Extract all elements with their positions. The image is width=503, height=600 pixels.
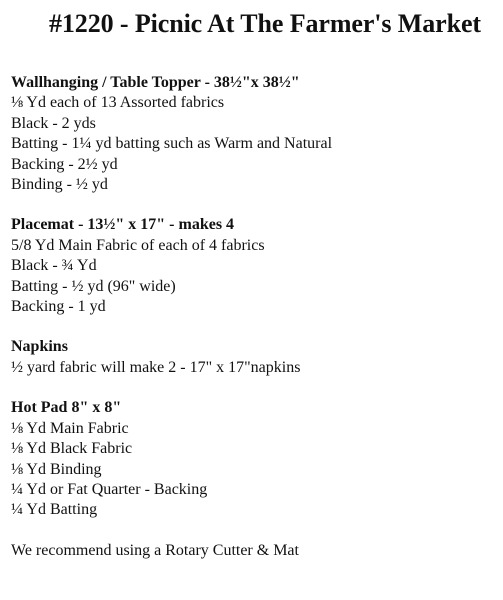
section-napkins: [11, 337, 499, 378]
material-line: ½ yard fabric will make 2 - 17" x 17"napkins: [11, 358, 301, 376]
material-line: 5/8 Yd Main Fabric of each of 4 fabrics: [11, 236, 265, 254]
material-line: Binding - ½ yd: [11, 176, 108, 194]
section-heading: Wallhanging / Table Topper - 38½"x 38½": [11, 74, 300, 91]
section-placemat: [11, 215, 499, 317]
material-line: Backing - 2½ yd: [11, 155, 118, 173]
section-hot-pad: [11, 398, 499, 520]
material-line: ¼ Yd Batting: [11, 501, 98, 519]
material-line: Black - ¾ Yd: [11, 257, 97, 275]
material-line: ⅛ Yd Black Fabric: [11, 440, 133, 458]
material-line: ⅛ Yd Binding: [11, 460, 102, 478]
material-line: Black - 2 yds: [11, 114, 96, 132]
section-heading: Napkins: [11, 338, 68, 356]
section-heading: Placemat - 13½" x 17" - makes 4: [11, 216, 235, 234]
section-wallhanging: [11, 73, 499, 195]
material-line: Batting - ½ yd (96" wide): [11, 277, 176, 295]
recommendation-note: We recommend using a Rotary Cutter & Mat: [11, 541, 299, 559]
section-heading: Hot Pad 8" x 8": [11, 399, 122, 417]
materials-list: [11, 73, 499, 561]
material-line: ¼ Yd or Fat Quarter - Backing: [11, 480, 208, 498]
material-line: Batting - 1¼ yd batting such as Warm and Natural: [11, 135, 333, 153]
page-title: #1220 - Picnic At The Farmer's Market: [49, 9, 481, 38]
material-line: ⅛ Yd each of 13 Assorted fabrics: [11, 94, 225, 112]
material-line: ⅛ Yd Main Fabric: [11, 419, 129, 437]
material-line: Backing - 1 yd: [11, 298, 106, 316]
